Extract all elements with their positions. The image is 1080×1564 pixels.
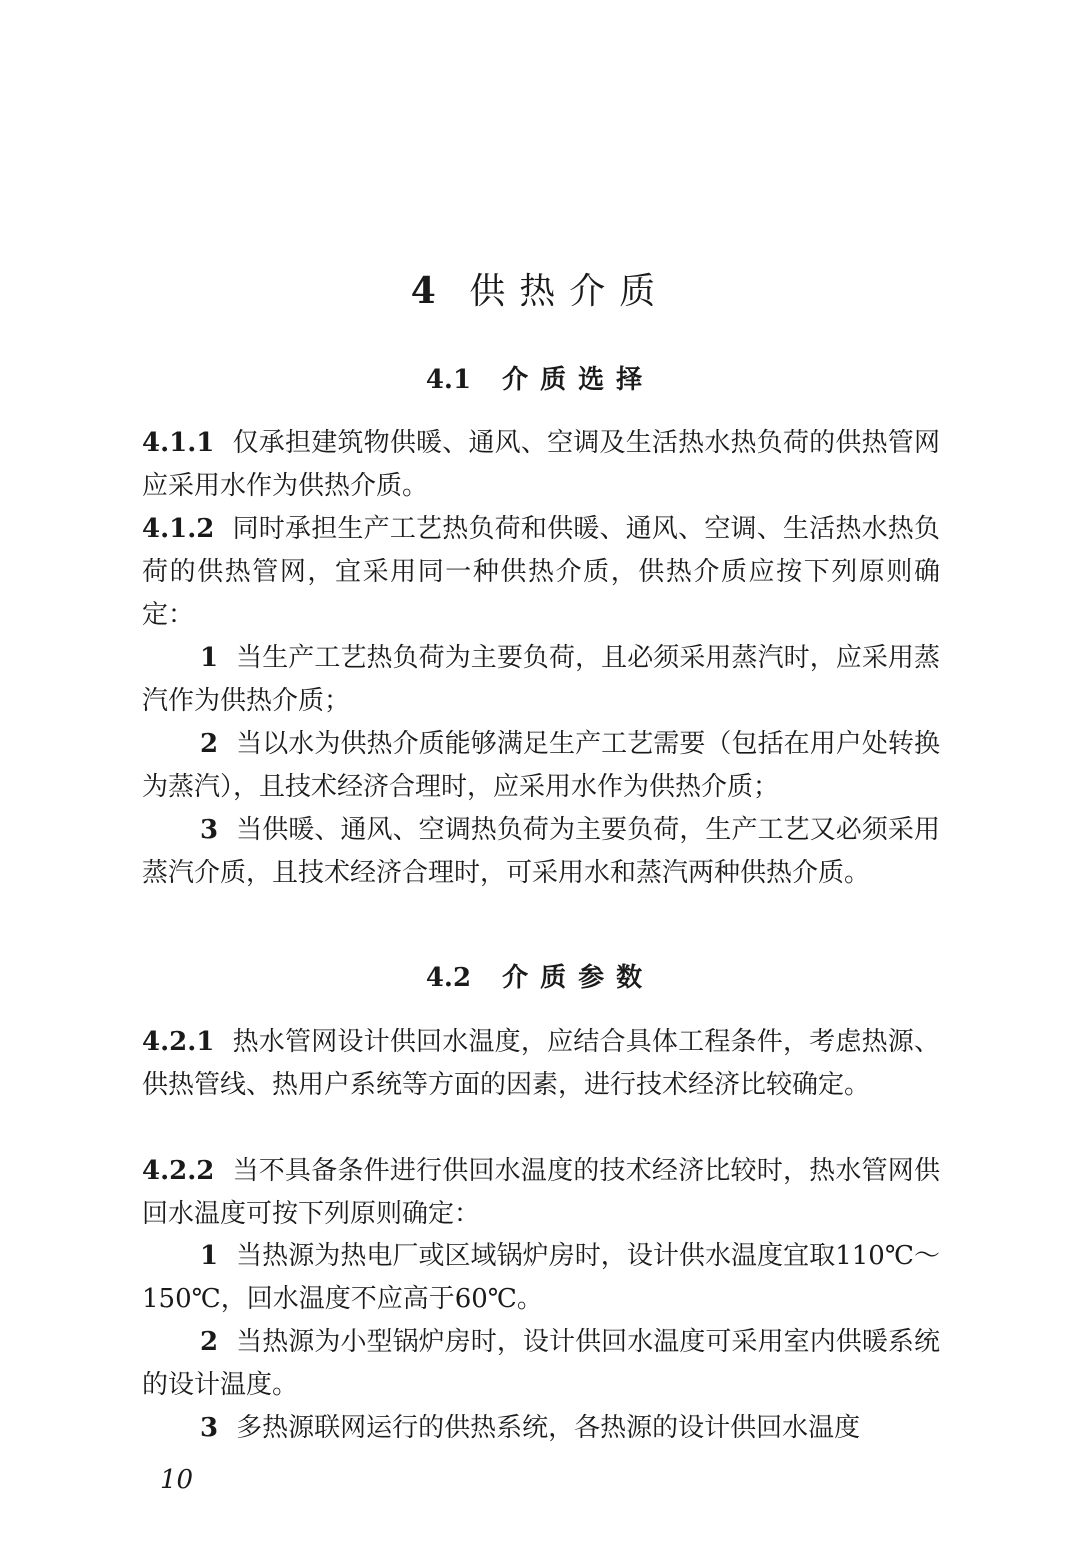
clause-4-2-1 <box>142 1021 940 1107</box>
clause-text: 当不具备条件进行供回水温度的技术经济比较时，热水管网供回水温度可按下列原则确定： <box>142 1156 940 1229</box>
clause-4-1-1 <box>142 422 940 508</box>
page-number: 10 <box>160 1465 194 1495</box>
item-number: 3 <box>200 815 219 845</box>
clause-4-1-2 <box>142 508 940 637</box>
item-text: 当生产工艺热负荷为主要负荷，且必须采用蒸汽时，应采用蒸汽作为供热介质； <box>142 643 940 716</box>
clause-4-1-2-item-2 <box>142 723 940 809</box>
chapter-title: 供热介质 <box>469 271 670 312</box>
clause-4-1-2-item-3 <box>142 809 940 895</box>
item-text: 当热源为热电厂或区域锅炉房时，设计供水温度宜取110℃～150℃，回水温度不应高于60℃。 <box>142 1241 940 1314</box>
section-number: 4.2 <box>425 963 472 993</box>
item-number: 3 <box>200 1413 219 1443</box>
item-text: 当热源为小型锅炉房时，设计供回水温度可采用室内供暖系统的设计温度。 <box>142 1327 940 1400</box>
section-title: 介质参数 <box>502 963 655 993</box>
item-text: 当以水为供热介质能够满足生产工艺需要（包括在用户处转换为蒸汽），且技术经济合理时，应采用水作为供热介质； <box>142 729 940 802</box>
item-text: 当供暖、通风、空调热负荷为主要负荷，生产工艺又必须采用蒸汽介质，且技术经济合理时，可采用水和蒸汽两种供热介质。 <box>142 815 940 888</box>
item-text: 多热源联网运行的供热系统，各热源的设计供回水温度 <box>236 1413 861 1443</box>
clause-text: 热水管网设计供回水温度，应结合具体工程条件，考虑热源、供热管线、热用户系统等方面的因素，进行技术经济比较确定。 <box>142 1027 940 1100</box>
item-number: 1 <box>200 643 219 673</box>
chapter-number: 4 <box>410 270 436 312</box>
clause-number: 4.2.2 <box>142 1156 215 1186</box>
clause-4-2-2-item-3 <box>142 1407 940 1450</box>
section-heading-4-2 <box>0 958 1080 998</box>
item-number: 2 <box>200 1327 219 1357</box>
clause-4-2-2-item-2 <box>142 1321 940 1407</box>
item-number: 1 <box>200 1241 219 1271</box>
clause-number: 4.1.2 <box>142 514 215 544</box>
clause-number: 4.1.1 <box>142 428 215 458</box>
section-heading-4-1 <box>0 360 1080 400</box>
clause-number: 4.2.1 <box>142 1027 215 1057</box>
clause-text: 同时承担生产工艺热负荷和供暖、通风、空调、生活热水热负荷的供热管网，宜采用同一种供热介质，供热介质应按下列原则确定： <box>142 514 940 630</box>
clause-4-2-2 <box>142 1150 940 1236</box>
section-title: 介质选择 <box>502 365 655 395</box>
chapter-heading <box>0 266 1080 317</box>
item-number: 2 <box>200 729 219 759</box>
section-number: 4.1 <box>425 365 472 395</box>
clause-text: 仅承担建筑物供暖、通风、空调及生活热水热负荷的供热管网应采用水作为供热介质。 <box>142 428 940 501</box>
clause-4-1-2-item-1 <box>142 637 940 723</box>
clause-4-2-2-item-1 <box>142 1235 940 1321</box>
